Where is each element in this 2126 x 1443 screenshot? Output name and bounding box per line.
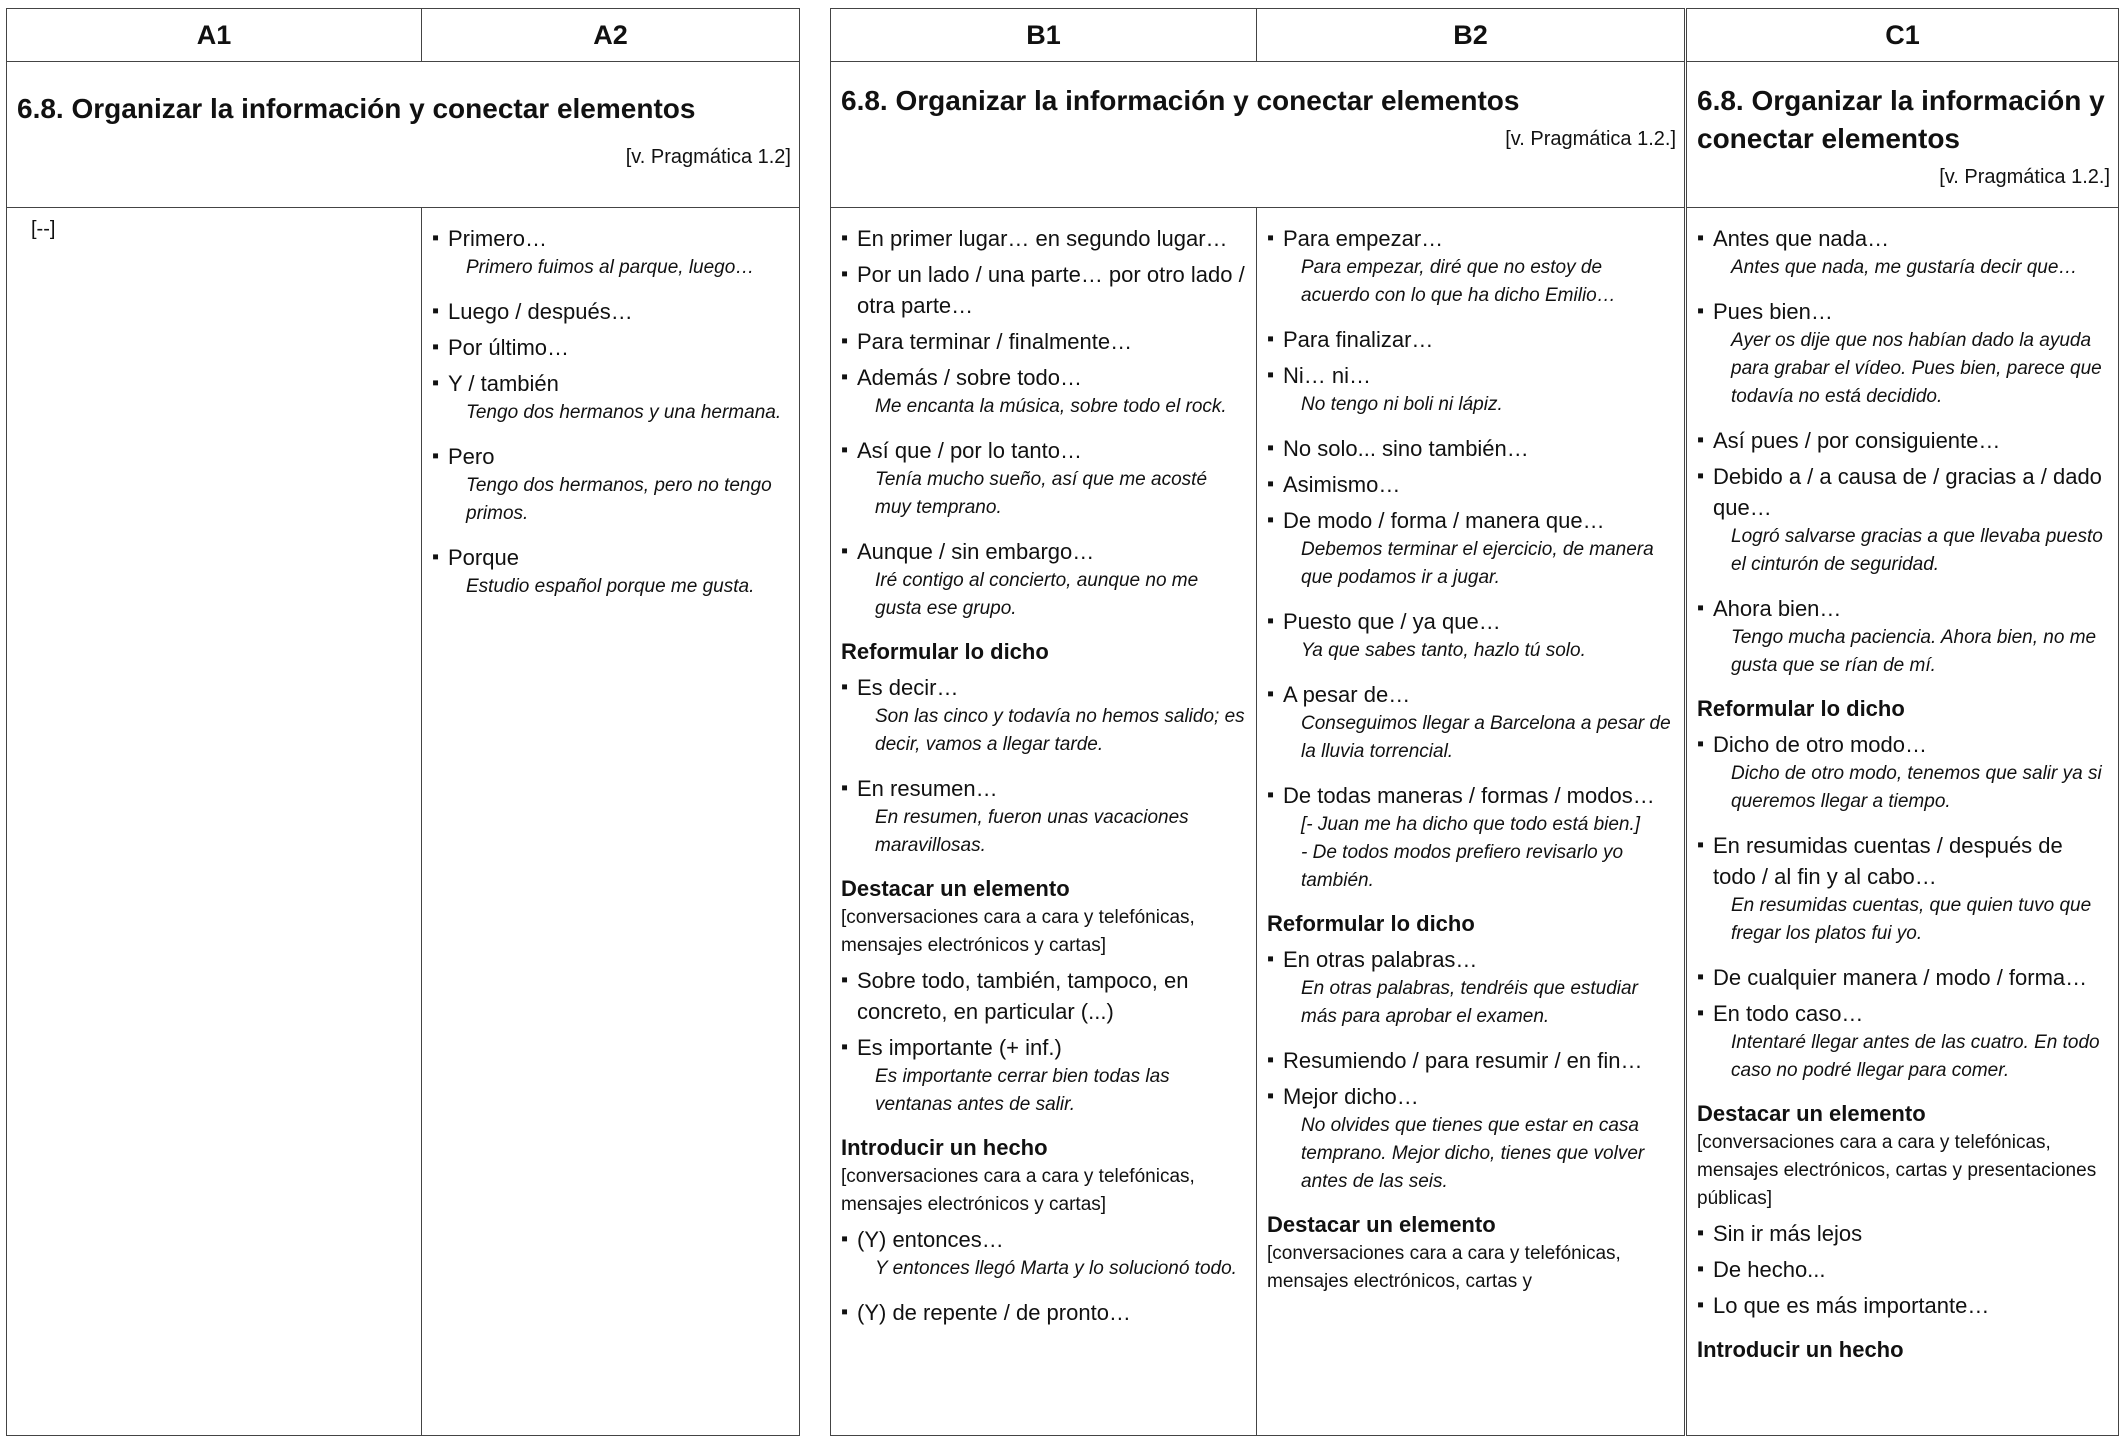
subsection-heading: Reformular lo dicho bbox=[841, 639, 1049, 664]
connector-item: ▪ Sobre todo, también, tampoco, en concreto, en particular (...) bbox=[841, 965, 1246, 1027]
connector-item: ▪ Y / también bbox=[432, 368, 789, 399]
connector-item: ▪ En primer lugar… en segundo lugar… bbox=[841, 223, 1246, 254]
connector-item: ▪ De hecho... bbox=[1697, 1254, 2108, 1285]
subsection-heading: Reformular lo dicho bbox=[1697, 696, 1905, 721]
connector-item: ▪ Pero bbox=[432, 441, 789, 472]
level-header bbox=[1687, 9, 2118, 62]
example-sentence: Tenía mucho sueño, así que me acosté muy temprano. bbox=[875, 469, 1208, 518]
level-a2: A2 bbox=[421, 9, 799, 61]
level-b1: B1 bbox=[1026, 19, 1061, 50]
column-c1 bbox=[1687, 208, 2118, 1435]
usage-note: [conversaciones cara a cara y telefónicas, mensajes electrónicos y cartas] bbox=[841, 1166, 1195, 1215]
panel-body bbox=[7, 208, 799, 1435]
section-title: 6.8. Organizar la información y conectar elementos bbox=[841, 85, 1520, 116]
connector-item: ▪ Así pues / por consiguiente… bbox=[1697, 425, 2108, 456]
example-sentence: Iré contigo al concierto, aunque no me gusta ese grupo. bbox=[875, 570, 1199, 619]
connector-item: ▪ Puesto que / ya que… bbox=[1267, 606, 1674, 637]
example-sentence: En resumen, fueron unas vacaciones maravillosas. bbox=[875, 807, 1189, 856]
subsection-heading: Destacar un elemento bbox=[1267, 1212, 1496, 1237]
connector-item: ▪ (Y) entonces… bbox=[841, 1224, 1246, 1255]
connector-item: ▪ Aunque / sin embargo… bbox=[841, 536, 1246, 567]
example-sentence: Debemos terminar el ejercicio, de manera que podamos ir a jugar. bbox=[1301, 539, 1654, 588]
connector-item: ▪ Lo que es más importante… bbox=[1697, 1290, 2108, 1321]
example-sentence: Me encanta la música, sobre todo el rock. bbox=[875, 396, 1227, 417]
section-title: 6.8. Organizar la información y conectar elementos bbox=[1697, 85, 2105, 154]
connector-item: ▪ Antes que nada… bbox=[1697, 223, 2108, 254]
panel-b1-b2 bbox=[830, 8, 1685, 1436]
connector-item: ▪ Primero… bbox=[432, 223, 789, 254]
section-reference: [v. Pragmática 1.2] bbox=[625, 146, 791, 168]
subsection-heading: Destacar un elemento bbox=[841, 876, 1070, 901]
connector-item: ▪ Luego / después… bbox=[432, 296, 789, 327]
section-reference: [v. Pragmática 1.2.] bbox=[1939, 166, 2110, 188]
column-b1 bbox=[831, 208, 1256, 1435]
example-sentence: Estudio español porque me gusta. bbox=[466, 576, 755, 597]
example-sentence: Ayer os dije que nos habían dado la ayuda para grabar el vídeo. Pues bien, parece que todavía no está decidido. bbox=[1731, 330, 2102, 407]
usage-note: [conversaciones cara a cara y telefónicas, mensajes electrónicos, cartas y presentaciones públicas] bbox=[1697, 1132, 2097, 1209]
connector-item: ▪ Asimismo… bbox=[1267, 469, 1674, 500]
level-b2: B2 bbox=[1256, 9, 1684, 61]
example-sentence: [- Juan me ha dicho que todo está bien.] - De todos modos prefiero revisarlo yo también. bbox=[1301, 814, 1641, 891]
example-sentence: Y entonces llegó Marta y lo solucionó todo. bbox=[875, 1258, 1237, 1279]
connector-item: ▪ No solo... sino también… bbox=[1267, 433, 1674, 464]
usage-note: [conversaciones cara a cara y telefónicas, mensajes electrónicos y cartas] bbox=[841, 907, 1195, 956]
section-reference: [v. Pragmática 1.2.] bbox=[1505, 128, 1676, 150]
column-b2 bbox=[1256, 208, 1684, 1435]
connector-item: ▪ Además / sobre todo… bbox=[841, 362, 1246, 393]
column-a1 bbox=[7, 208, 421, 1435]
connector-item: ▪ Ahora bien… bbox=[1697, 593, 2108, 624]
level-a1: A1 bbox=[196, 19, 232, 50]
connector-item: ▪ En resumen… bbox=[841, 773, 1246, 804]
section-title-box bbox=[7, 62, 799, 208]
connector-item: ▪ En resumidas cuentas / después de todo / al fin y al cabo… bbox=[1697, 830, 2108, 892]
usage-note: [conversaciones cara a cara y telefónicas, mensajes electrónicos, cartas y bbox=[1267, 1243, 1621, 1292]
connector-item: ▪ De modo / forma / manera que… bbox=[1267, 505, 1674, 536]
connector-item: ▪ Sin ir más lejos bbox=[1697, 1218, 2108, 1249]
connector-item: ▪ En otras palabras… bbox=[1267, 944, 1674, 975]
subsection-heading: Introducir un hecho bbox=[1697, 1337, 1904, 1362]
connector-item: ▪ En todo caso… bbox=[1697, 998, 2108, 1029]
connector-item: ▪ Así que / por lo tanto… bbox=[841, 435, 1246, 466]
example-sentence: Ya que sabes tanto, hazlo tú solo. bbox=[1301, 640, 1586, 661]
connector-item: ▪ Debido a / a causa de / gracias a / dado que… bbox=[1697, 461, 2108, 523]
example-sentence: Primero fuimos al parque, luego… bbox=[466, 257, 755, 278]
level-header bbox=[831, 9, 1684, 62]
connector-item: ▪ De cualquier manera / modo / forma… bbox=[1697, 962, 2108, 993]
section-title-box bbox=[1687, 62, 2118, 208]
example-sentence: Dicho de otro modo, tenemos que salir ya si queremos llegar a tiempo. bbox=[1731, 763, 2102, 812]
example-sentence: Intentaré llegar antes de las cuatro. En todo caso no podré llegar para comer. bbox=[1731, 1032, 2100, 1081]
connector-item: ▪ Para finalizar… bbox=[1267, 324, 1674, 355]
connector-item: ▪ Dicho de otro modo… bbox=[1697, 729, 2108, 760]
connector-item: ▪ Por un lado / una parte… por otro lado / otra parte… bbox=[841, 259, 1246, 321]
example-sentence: Conseguimos llegar a Barcelona a pesar de la lluvia torrencial. bbox=[1301, 713, 1671, 762]
level-header bbox=[7, 9, 799, 62]
example-sentence: Logró salvarse gracias a que llevaba puesto el cinturón de seguridad. bbox=[1731, 526, 2103, 575]
example-sentence: Tengo dos hermanos y una hermana. bbox=[466, 402, 782, 423]
panel-a1-a2 bbox=[6, 8, 800, 1436]
panel-c1 bbox=[1686, 8, 2119, 1436]
subsection-heading: Introducir un hecho bbox=[841, 1135, 1048, 1160]
section-title-box bbox=[831, 62, 1684, 208]
example-sentence: No tengo ni boli ni lápiz. bbox=[1301, 394, 1503, 415]
connector-item: ▪ Ni… ni… bbox=[1267, 360, 1674, 391]
example-sentence: En resumidas cuentas, que quien tuvo que fregar los platos fui yo. bbox=[1731, 895, 2092, 944]
column-a2 bbox=[421, 208, 799, 1435]
subsection-heading: Reformular lo dicho bbox=[1267, 911, 1475, 936]
example-sentence: Tengo mucha paciencia. Ahora bien, no me gusta que se rían de mí. bbox=[1731, 627, 2097, 676]
connector-item: ▪ Para empezar… bbox=[1267, 223, 1674, 254]
connector-item: ▪ Porque bbox=[432, 542, 789, 573]
connector-item: ▪ Para terminar / finalmente… bbox=[841, 326, 1246, 357]
example-sentence: Antes que nada, me gustaría decir que… bbox=[1731, 257, 2078, 278]
a1-placeholder: [--] bbox=[31, 218, 56, 240]
example-sentence: Es importante cerrar bien todas las ventanas antes de salir. bbox=[875, 1066, 1170, 1115]
section-title: 6.8. Organizar la información y conectar elementos bbox=[17, 93, 696, 124]
connector-item: ▪ (Y) de repente / de pronto… bbox=[841, 1297, 1246, 1328]
example-sentence: Tengo dos hermanos, pero no tengo primos. bbox=[466, 475, 772, 524]
level-c1: C1 bbox=[1885, 19, 1920, 50]
connector-item: ▪ Resumiendo / para resumir / en fin… bbox=[1267, 1045, 1674, 1076]
subsection-heading: Destacar un elemento bbox=[1697, 1101, 1926, 1126]
connector-item: ▪ Es importante (+ inf.) bbox=[841, 1032, 1246, 1063]
connector-item: ▪ Pues bien… bbox=[1697, 296, 2108, 327]
connector-item: ▪ A pesar de… bbox=[1267, 679, 1674, 710]
connector-item: ▪ Por último… bbox=[432, 332, 789, 363]
panel-body bbox=[831, 208, 1684, 1435]
connector-item: ▪ Mejor dicho… bbox=[1267, 1081, 1674, 1112]
example-sentence: En otras palabras, tendréis que estudiar más para aprobar el examen. bbox=[1301, 978, 1638, 1027]
example-sentence: Para empezar, diré que no estoy de acuerdo con lo que ha dicho Emilio… bbox=[1301, 257, 1616, 306]
connector-item: ▪ De todas maneras / formas / modos… bbox=[1267, 780, 1674, 811]
panel-body bbox=[1687, 208, 2118, 1435]
connector-item: ▪ Es decir… bbox=[841, 672, 1246, 703]
example-sentence: Son las cinco y todavía no hemos salido; es decir, vamos a llegar tarde. bbox=[875, 706, 1245, 755]
example-sentence: No olvides que tienes que estar en casa temprano. Mejor dicho, tienes que volver antes de las seis. bbox=[1301, 1115, 1645, 1192]
